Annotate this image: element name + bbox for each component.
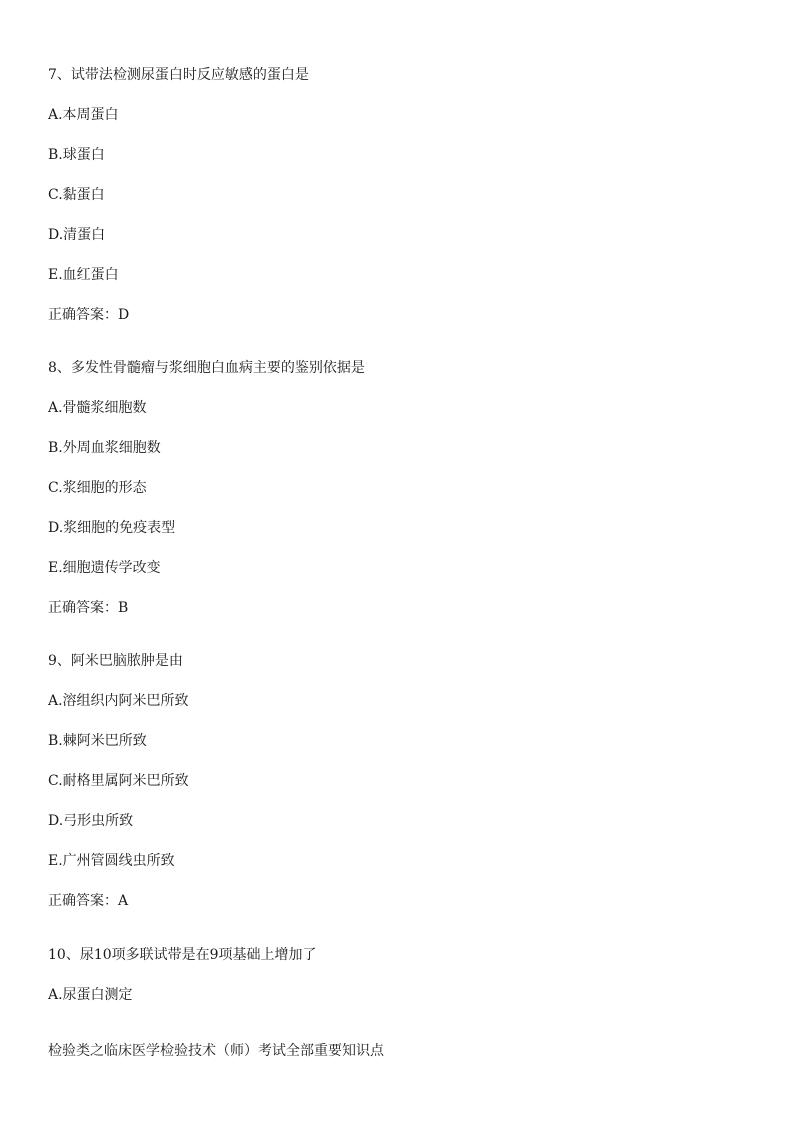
question-7-answer: 正确答案：D	[48, 307, 130, 323]
question-9-option-e: E.广州管圆线虫所致	[48, 853, 175, 869]
question-7-option-a: A.本周蛋白	[48, 107, 119, 123]
question-8-answer: 正确答案：B	[48, 600, 129, 616]
question-7-option-e: E.血红蛋白	[48, 267, 119, 283]
question-8-option-a: A.骨髓浆细胞数	[48, 400, 147, 416]
question-8-stem: 8、多发性骨髓瘤与浆细胞白血病主要的鉴别依据是	[48, 360, 365, 376]
question-9-option-b: B.棘阿米巴所致	[48, 733, 147, 749]
question-9-option-c: C.耐格里属阿米巴所致	[48, 773, 189, 789]
question-7-stem: 7、试带法检测尿蛋白时反应敏感的蛋白是	[48, 67, 309, 83]
page-footer: 检验类之临床医学检验技术（师）考试全部重要知识点	[48, 1043, 384, 1059]
question-7-option-d: D.清蛋白	[48, 227, 106, 243]
question-8-option-b: B.外周血浆细胞数	[48, 440, 161, 456]
question-9-option-a: A.溶组织内阿米巴所致	[48, 693, 189, 709]
question-8-option-c: C.浆细胞的形态	[48, 480, 147, 496]
question-10-stem: 10、尿10项多联试带是在9项基础上增加了	[48, 947, 317, 963]
question-9-answer: 正确答案：A	[48, 893, 129, 909]
question-8-option-d: D.浆细胞的免疫表型	[48, 520, 176, 536]
question-8-option-e: E.细胞遗传学改变	[48, 560, 161, 576]
question-7-option-c: C.黏蛋白	[48, 187, 105, 203]
question-10-option-a: A.尿蛋白测定	[48, 987, 133, 1003]
question-9-stem: 9、阿米巴脑脓肿是由	[48, 653, 183, 669]
question-9-option-d: D.弓形虫所致	[48, 813, 134, 829]
question-7-option-b: B.球蛋白	[48, 147, 105, 163]
